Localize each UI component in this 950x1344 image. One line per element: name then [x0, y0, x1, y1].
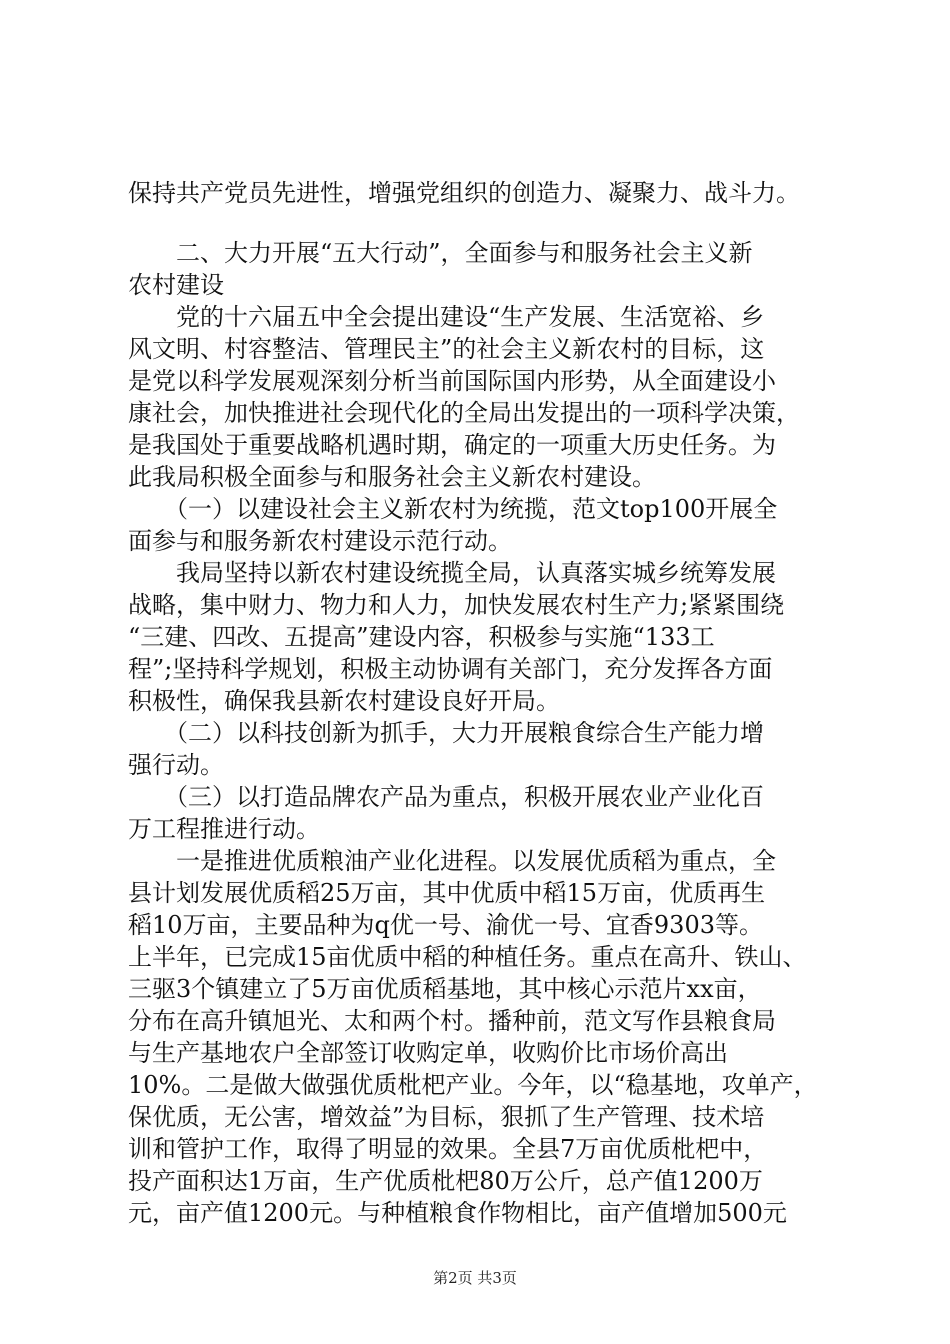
- text-line: 稻10万亩，主要品种为q优一号、渝优一号、宜香9303等。: [128, 911, 763, 939]
- text-line: 县计划发展优质稻25万亩，其中优质中稻15万亩，优质再生: [128, 879, 766, 907]
- text-line: 此我局积极全面参与和服务社会主义新农村建设。: [128, 463, 656, 491]
- text-line: （一）以建设社会主义新农村为统揽，范文top100开展全: [128, 495, 778, 523]
- text-line: 保持共产党员先进性，增强党组织的创造力、凝聚力、战斗力。: [128, 179, 800, 207]
- text-line: 保优质，无公害，增效益”为目标，狠抓了生产管理、技术培: [128, 1103, 765, 1131]
- page-footer: 第2页 共3页: [433, 1269, 517, 1287]
- text-line: 三驱3个镇建立了5万亩优质稻基地，其中核心示范片xx亩，: [128, 975, 762, 1003]
- text-line: “三建、四改、五提高”建设内容，积极参与实施“133工: [128, 623, 715, 651]
- text-line: 面参与和服务新农村建设示范行动。: [128, 527, 512, 555]
- text-line: 元，亩产值1200元。与种植粮食作物相比，亩产值增加500元: [128, 1199, 787, 1227]
- text-line: 分布在高升镇旭光、太和两个村。播种前，范文写作县粮食局: [128, 1007, 776, 1035]
- text-line: （二）以科技创新为抓手，大力开展粮食综合生产能力增: [128, 719, 764, 747]
- text-line: 万工程推进行动。: [128, 815, 320, 843]
- text-line: 康社会，加快推进社会现代化的全局出发提出的一项科学决策，: [128, 399, 800, 427]
- text-line: 积极性，确保我县新农村建设良好开局。: [128, 687, 560, 715]
- text-line: 上半年，已完成15亩优质中稻的种植任务。重点在高升、铁山、: [128, 943, 807, 971]
- text-line: 我局坚持以新农村建设统揽全局，认真落实城乡统筹发展: [128, 559, 776, 587]
- text-line: 训和管护工作，取得了明显的效果。全县7万亩优质枇杷中，: [128, 1135, 768, 1163]
- text-line: 强行动。: [128, 751, 224, 779]
- text-line: 是党以科学发展观深刻分析当前国际国内形势，从全面建设小: [128, 367, 776, 395]
- text-line: 二、大力开展“五大行动”，全面参与和服务社会主义新: [128, 239, 753, 267]
- text-line: 与生产基地农户全部签订收购定单，收购价比市场价高出: [128, 1039, 728, 1067]
- text-line: 战略，集中财力、物力和人力，加快发展农村生产力;紧紧围绕: [128, 591, 785, 619]
- text-line: 农村建设: [128, 271, 224, 299]
- text-line: 投产面积达1万亩，生产优质枇杷80万公斤，总产值1200万: [128, 1167, 763, 1195]
- text-line: 是我国处于重要战略机遇时期，确定的一项重大历史任务。为: [128, 431, 776, 459]
- text-line: 风文明、村容整洁、管理民主”的社会主义新农村的目标，这: [128, 335, 765, 363]
- text-line: 党的十六届五中全会提出建设“生产发展、生活宽裕、乡: [128, 303, 765, 331]
- text-line: 程”;坚持科学规划，积极主动协调有关部门，充分发挥各方面: [128, 655, 773, 683]
- text-line: （三）以打造品牌农产品为重点，积极开展农业产业化百: [128, 783, 764, 811]
- text-line: 一是推进优质粮油产业化进程。以发展优质稻为重点，全: [128, 847, 776, 875]
- text-line: 10%。二是做大做强优质枇杷产业。今年，以“稳基地，攻单产，: [128, 1071, 818, 1099]
